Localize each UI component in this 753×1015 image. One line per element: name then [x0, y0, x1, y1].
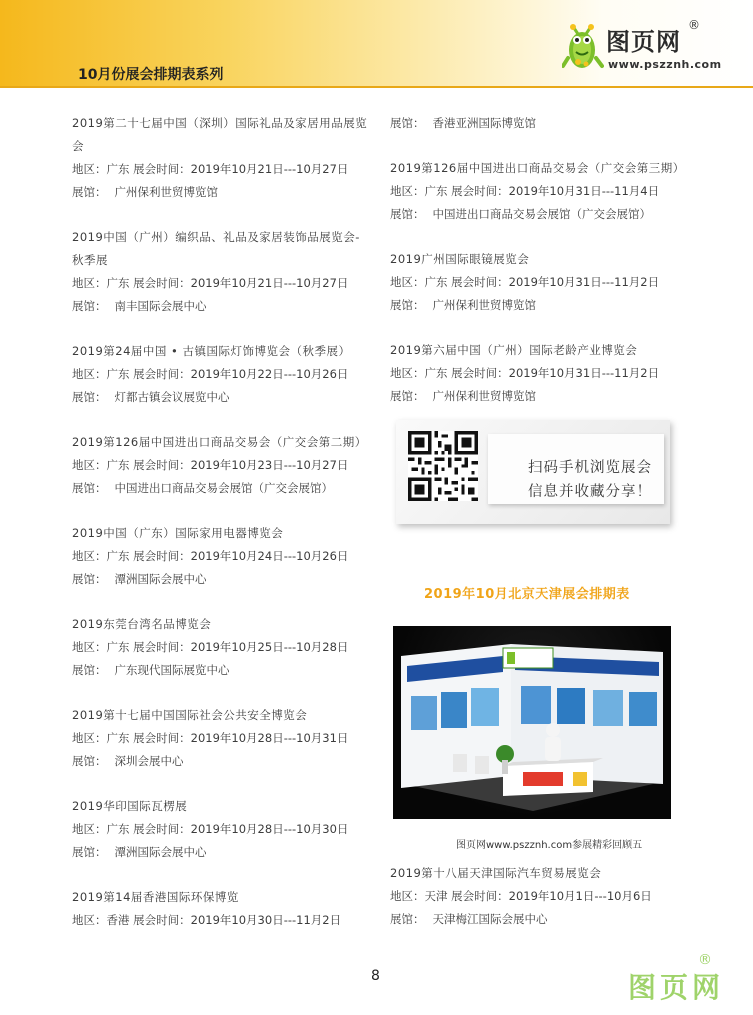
- venue-value: 潭洲国际会展中心: [114, 845, 207, 859]
- venue-label: 展馆：: [390, 298, 425, 312]
- venue-value: 南丰国际会展中心: [114, 299, 207, 313]
- time-label: 展会时间：: [133, 640, 191, 654]
- region-value: 广东: [106, 822, 130, 836]
- venue-value: 广州保利世贸博览馆: [114, 185, 218, 199]
- exhibition-region-time: [72, 363, 372, 386]
- exhibition-entry: [72, 522, 372, 591]
- region-value: 广东: [106, 731, 130, 745]
- site-logo[interactable]: [562, 18, 722, 82]
- exhibition-entry: [390, 339, 690, 408]
- logo-url: www.pszznh.com: [608, 58, 722, 71]
- time-label: 展会时间：: [133, 913, 191, 927]
- time-value: 2019年10月25日---10月28日: [190, 640, 349, 654]
- time-value: 2019年10月21日---10月27日: [190, 276, 349, 290]
- watermark-text: 图页网: [628, 971, 725, 1004]
- region-label: 地区：: [72, 549, 107, 563]
- right-column: [390, 112, 690, 430]
- region-label: 地区：: [390, 889, 425, 903]
- venue-label: 展馆：: [72, 481, 107, 495]
- exhibition-venue: [390, 112, 690, 135]
- time-value: 2019年10月31日---11月4日: [508, 184, 660, 198]
- region-label: 地区：: [72, 276, 107, 290]
- venue-value: 天津梅江国际会展中心: [432, 912, 548, 926]
- exhibition-venue: [72, 386, 372, 409]
- exhibition-region-time: [72, 272, 372, 295]
- time-value: 2019年10月24日---10月26日: [190, 549, 349, 563]
- exhibition-venue: [390, 908, 700, 931]
- exhibition-region-time: [390, 885, 700, 908]
- region-label: 地区：: [72, 458, 107, 472]
- time-value: 2019年10月30日---11月2日: [190, 913, 342, 927]
- watermark-reg: ®: [698, 952, 712, 968]
- exhibition-entry: [72, 613, 372, 682]
- time-label: 展会时间：: [451, 366, 509, 380]
- exhibition-region-time: [390, 271, 690, 294]
- region-label: 地区：: [72, 731, 107, 745]
- exhibition-title-line: 会: [72, 139, 84, 153]
- region-value: 广东: [106, 162, 130, 176]
- exhibition-region-time: [390, 362, 690, 385]
- exhibition-venue: [72, 659, 372, 682]
- exhibition-region-time: [72, 727, 372, 750]
- exhibition-region-time: [72, 454, 372, 477]
- exhibition-title: 2019华印国际瓦楞展: [72, 799, 188, 813]
- exhibition-title-line: 2019中国（广州）编织品、礼品及家居装饰品展览会-: [72, 230, 360, 244]
- exhibition-venue: [72, 841, 372, 864]
- time-label: 展会时间：: [133, 458, 191, 472]
- mascot-icon: [562, 20, 604, 76]
- exhibition-title: [72, 112, 372, 158]
- exhibition-title: [72, 226, 372, 272]
- exhibition-title: 2019中国（广东）国际家用电器博览会: [72, 526, 284, 540]
- exhibition-venue: [72, 295, 372, 318]
- exhibition-region-time: [390, 180, 690, 203]
- exhibition-venue: [390, 385, 690, 408]
- region-value: 广东: [106, 458, 130, 472]
- region-value: 广东: [106, 640, 130, 654]
- exhibition-region-time: [72, 909, 372, 932]
- region-value: 广东: [424, 275, 448, 289]
- left-column: [72, 112, 372, 954]
- venue-value: 中国进出口商品交易会展馆（广交会展馆）: [114, 481, 333, 495]
- exhibition-region-time: [72, 545, 372, 568]
- time-label: 展会时间：: [133, 731, 191, 745]
- header-divider: [0, 86, 753, 88]
- time-label: 展会时间：: [133, 162, 191, 176]
- region-value: 广东: [424, 366, 448, 380]
- exhibition-title: 2019第126届中国进出口商品交易会（广交会第二期）: [72, 435, 367, 449]
- venue-label: 展馆：: [72, 185, 107, 199]
- time-value: 2019年10月22日---10月26日: [190, 367, 349, 381]
- time-label: 展会时间：: [451, 184, 509, 198]
- venue-value: 广东现代国际展览中心: [114, 663, 230, 677]
- venue-label: 展馆：: [72, 390, 107, 404]
- venue-label: 展馆：: [72, 754, 107, 768]
- booth-illustration: [393, 626, 671, 819]
- region-value: 广东: [106, 276, 130, 290]
- time-label: 展会时间：: [133, 276, 191, 290]
- exhibition-title: 2019第十七届中国国际社会公共安全博览会: [72, 708, 308, 722]
- booth-photo: [393, 626, 671, 819]
- exhibition-title: 2019第126届中国进出口商品交易会（广交会第三期）: [390, 161, 685, 175]
- region-label: 地区：: [72, 162, 107, 176]
- exhibition-entry: [72, 704, 372, 773]
- region-label: 地区：: [72, 367, 107, 381]
- qr-promo-line: 扫码手机浏览展会: [528, 460, 652, 476]
- exhibition-entry: [72, 226, 372, 318]
- header-title: 10月份展会排期表系列: [78, 67, 224, 83]
- venue-value: 深圳会展中心: [114, 754, 184, 768]
- exhibition-entry: [390, 248, 690, 317]
- exhibition-title-line: 秋季展: [72, 253, 108, 267]
- exhibition-title-line: 2019第二十七届中国（深圳）国际礼品及家居用品展览: [72, 116, 368, 130]
- time-label: 展会时间：: [451, 889, 509, 903]
- region-label: 地区：: [72, 913, 107, 927]
- region-label: 地区：: [390, 366, 425, 380]
- exhibition-region-time: [72, 636, 372, 659]
- watermark-logo: [628, 952, 738, 1002]
- time-value: 2019年10月23日---10月27日: [190, 458, 349, 472]
- venue-label: 展馆：: [390, 912, 425, 926]
- page-header: [0, 0, 753, 88]
- logo-text: 图页网: [606, 28, 681, 56]
- exhibition-entry: [72, 112, 372, 204]
- photo-caption: 图页网www.pszznh.com参展精彩回顾五: [456, 840, 643, 851]
- region-label: 地区：: [72, 640, 107, 654]
- venue-value: 广州保利世贸博览馆: [432, 298, 536, 312]
- exhibition-title: 2019第六届中国（广州）国际老龄产业博览会: [390, 343, 638, 357]
- exhibition-entry: [72, 431, 372, 500]
- time-value: 2019年10月28日---10月31日: [190, 731, 349, 745]
- exhibition-venue: [72, 568, 372, 591]
- exhibition-entry: [390, 157, 690, 226]
- page-number: 8: [371, 968, 380, 984]
- time-label: 展会时间：: [133, 367, 191, 381]
- time-value: 2019年10月1日---10月6日: [508, 889, 652, 903]
- time-value: 2019年10月31日---11月2日: [508, 275, 660, 289]
- venue-value: 潭洲国际会展中心: [114, 572, 207, 586]
- time-label: 展会时间：: [133, 549, 191, 563]
- qr-promo-text: [528, 456, 652, 504]
- region-label: 地区：: [390, 184, 425, 198]
- exhibition-entry: [72, 795, 372, 864]
- time-label: 展会时间：: [451, 275, 509, 289]
- region-value: 广东: [106, 367, 130, 381]
- exhibition-title: 2019东莞台湾名品博览会: [72, 617, 212, 631]
- qr-promo-line: 信息并收藏分享！: [528, 484, 652, 500]
- exhibition-title: 2019广州国际眼镜展览会: [390, 252, 530, 266]
- section-title: 2019年10月北京天津展会排期表: [424, 587, 630, 602]
- exhibition-title: 2019第14届香港国际环保博览: [72, 890, 239, 904]
- exhibition-entry: [72, 340, 372, 409]
- region-label: 地区：: [72, 822, 107, 836]
- qr-code-icon[interactable]: [408, 428, 478, 504]
- region-value: 天津: [424, 889, 448, 903]
- qr-promo-card[interactable]: [396, 420, 670, 524]
- registered-mark: ®: [688, 18, 700, 32]
- exhibition-entry: [390, 862, 700, 931]
- time-value: 2019年10月21日---10月27日: [190, 162, 349, 176]
- venue-label: 展馆：: [72, 663, 107, 677]
- venue-value: 灯都古镇会议展览中心: [114, 390, 230, 404]
- exhibition-entry-continued: [390, 112, 690, 135]
- venue-label: 展馆：: [390, 207, 425, 221]
- exhibition-venue: [390, 203, 690, 226]
- time-label: 展会时间：: [133, 822, 191, 836]
- exhibition-region-time: [72, 818, 372, 841]
- venue-value: 香港亚洲国际博览馆: [432, 116, 536, 130]
- exhibition-venue: [72, 181, 372, 204]
- venue-label: 展馆：: [390, 116, 425, 130]
- time-value: 2019年10月28日---10月30日: [190, 822, 349, 836]
- region-value: 广东: [424, 184, 448, 198]
- exhibition-region-time: [72, 158, 372, 181]
- region-value: 香港: [106, 913, 130, 927]
- exhibition-venue: [390, 294, 690, 317]
- exhibition-venue: [72, 750, 372, 773]
- exhibition-entry: [72, 886, 372, 932]
- venue-value: 广州保利世贸博览馆: [432, 389, 536, 403]
- exhibition-venue: [72, 477, 372, 500]
- venue-value: 中国进出口商品交易会展馆（广交会展馆）: [432, 207, 651, 221]
- region-value: 广东: [106, 549, 130, 563]
- tianjin-list: [390, 862, 700, 953]
- venue-label: 展馆：: [390, 389, 425, 403]
- venue-label: 展馆：: [72, 299, 107, 313]
- venue-label: 展馆：: [72, 845, 107, 859]
- exhibition-title: 2019第十八届天津国际汽车贸易展览会: [390, 866, 602, 880]
- time-value: 2019年10月31日---11月2日: [508, 366, 660, 380]
- venue-label: 展馆：: [72, 572, 107, 586]
- region-label: 地区：: [390, 275, 425, 289]
- exhibition-title: 2019第24届中国 • 古镇国际灯饰博览会（秋季展）: [72, 344, 351, 358]
